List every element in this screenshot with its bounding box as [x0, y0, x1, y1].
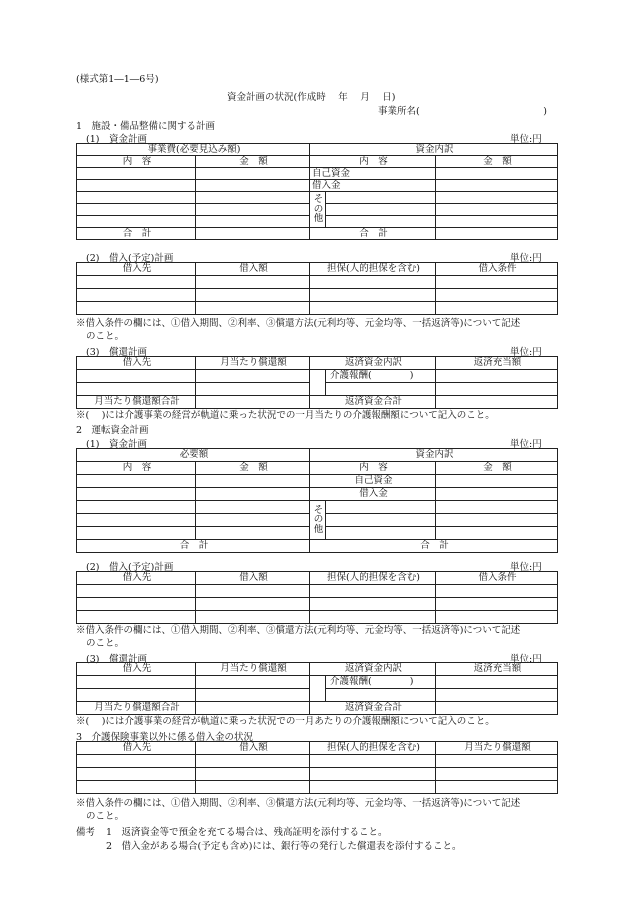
input-cell[interactable]: [436, 204, 558, 216]
input-cell[interactable]: [77, 192, 196, 204]
input-cell[interactable]: [436, 370, 558, 383]
col-allocation: 返済充当額: [436, 357, 558, 370]
s1-repay-table: [76, 356, 558, 409]
input-cell[interactable]: [196, 501, 310, 514]
s1-loan-terms-note: ※借入条件の欄には、①借入期間、②利率、③償還方法(元利均等、元金均等、一括返済等)について記述 のこと。: [76, 318, 521, 342]
office-name: 事業所名( ): [378, 106, 547, 117]
col-amount: 金 額: [196, 156, 310, 168]
s2-fund-left-header: 必要額: [77, 449, 310, 462]
s1-loan-heading: (2) 借入(予定)計画: [86, 253, 174, 264]
col-amount: 借入額: [196, 572, 310, 585]
input-cell[interactable]: [196, 755, 310, 768]
input-cell[interactable]: [436, 216, 558, 228]
col-collateral: 担保(人的担保を含む): [310, 742, 436, 755]
input-cell[interactable]: [326, 216, 436, 228]
col-monthly: 月当たり償還額: [196, 357, 310, 370]
input-cell[interactable]: [326, 689, 436, 702]
input-cell[interactable]: [196, 180, 310, 192]
col-lender: 借入先: [77, 742, 196, 755]
total-cell[interactable]: [436, 396, 558, 409]
input-cell[interactable]: [77, 755, 196, 768]
total-label: 合 計: [77, 540, 310, 553]
source-total-label: 返済資金合計: [310, 702, 436, 715]
page-title: 資金計画の状況(作成時 年 月 日): [227, 92, 396, 103]
col-source: 返済資金内訳: [310, 357, 436, 370]
input-cell[interactable]: [77, 370, 196, 383]
col-amount: 借入額: [196, 742, 310, 755]
input-cell[interactable]: [77, 216, 196, 228]
monthly-total-label: 月当たり償還額合計: [77, 702, 196, 715]
input-cell[interactable]: [77, 781, 196, 794]
s3-loan-terms-note: ※借入条件の欄には、①借入期間、②利率、③償還方法(元利均等、元金均等、一括返済等)について記述 のこと。: [76, 798, 521, 822]
input-cell[interactable]: [310, 302, 436, 315]
s2-fund-unit: 単位:円: [510, 439, 542, 450]
input-cell[interactable]: [310, 289, 436, 302]
col-terms: 借入条件: [436, 263, 558, 276]
input-cell[interactable]: [77, 514, 196, 527]
input-cell[interactable]: [326, 527, 436, 540]
input-cell[interactable]: [326, 204, 436, 216]
s1-repay-unit: 単位:円: [510, 347, 542, 358]
input-cell[interactable]: [196, 475, 310, 488]
col-monthly: 月当たり償還額: [436, 742, 558, 755]
spacer-cell: [310, 689, 326, 702]
input-cell[interactable]: [77, 475, 196, 488]
s2-loan-unit: 単位:円: [510, 562, 542, 573]
col-lender: 借入先: [77, 572, 196, 585]
input-cell[interactable]: [436, 302, 558, 315]
input-cell[interactable]: [77, 488, 196, 501]
input-cell[interactable]: [436, 689, 558, 702]
col-lender: 借入先: [77, 663, 196, 676]
input-cell[interactable]: [77, 768, 196, 781]
col-monthly: 月当たり償還額: [196, 663, 310, 676]
s1-repay-heading: (3) 償還計画: [86, 347, 147, 358]
s2-repay-heading: (3) 償還計画: [86, 654, 147, 665]
input-cell[interactable]: [436, 168, 558, 180]
input-cell[interactable]: [310, 585, 436, 598]
col-content: 内 容: [77, 462, 196, 475]
col-content: 内 容: [77, 156, 196, 168]
input-cell[interactable]: [77, 676, 196, 689]
input-cell[interactable]: [196, 514, 310, 527]
s1-loan-unit: 単位:円: [510, 253, 542, 264]
input-cell[interactable]: [310, 276, 436, 289]
form-number: (様式第1―1―6号): [76, 74, 159, 85]
own-funds-label: 自己資金: [310, 168, 436, 180]
monthly-total-label: 月当たり償還額合計: [77, 396, 196, 409]
input-cell[interactable]: [196, 289, 310, 302]
col-lender: 借入先: [77, 263, 196, 276]
total-cell[interactable]: [436, 702, 558, 715]
col-content: 内 容: [310, 156, 436, 168]
s3-table: [76, 741, 558, 794]
input-cell[interactable]: [436, 501, 558, 514]
own-funds-label: 自己資金: [310, 475, 436, 488]
s1-care-fee-note: ※( )には介護事業の経営が軌道に乗った状況での一月当たりの介護報酬額について記入のこと。: [76, 410, 495, 421]
input-cell[interactable]: [77, 180, 196, 192]
input-cell[interactable]: [77, 585, 196, 598]
input-cell[interactable]: [326, 501, 436, 514]
spacer-cell: [310, 676, 326, 689]
input-cell[interactable]: [77, 611, 196, 624]
input-cell[interactable]: [436, 768, 558, 781]
total-label: 合 計: [77, 228, 196, 240]
total-cell[interactable]: [196, 228, 310, 240]
input-cell[interactable]: [196, 204, 310, 216]
input-cell[interactable]: [436, 598, 558, 611]
input-cell[interactable]: [196, 302, 310, 315]
input-cell[interactable]: [436, 781, 558, 794]
col-collateral: 担保(人的担保を含む): [310, 263, 436, 276]
input-cell[interactable]: [436, 180, 558, 192]
input-cell[interactable]: [310, 598, 436, 611]
input-cell[interactable]: [77, 689, 196, 702]
remark-1: 1 返済資金等で預金を充てる場合は、残高証明を添付すること。: [106, 827, 388, 838]
input-cell[interactable]: [196, 192, 310, 204]
input-cell[interactable]: [77, 289, 196, 302]
input-cell[interactable]: [436, 475, 558, 488]
section-1-heading: 1 施設・備品整備に関する計画: [76, 121, 216, 132]
input-cell[interactable]: [196, 370, 310, 383]
s2-loan-heading: (2) 借入(予定)計画: [86, 562, 174, 573]
input-cell[interactable]: [436, 192, 558, 204]
input-cell[interactable]: [196, 689, 310, 702]
input-cell[interactable]: [196, 768, 310, 781]
input-cell[interactable]: [196, 488, 310, 501]
other-label: そ の 他: [310, 501, 326, 540]
input-cell[interactable]: [436, 383, 558, 396]
s2-loan-table: [76, 571, 558, 624]
other-label: そ の 他: [310, 192, 326, 228]
remark-2: 2 借入金がある場合(予定も含め)には、銀行等の発行した償還表を添付すること。: [106, 841, 462, 852]
input-cell[interactable]: [77, 204, 196, 216]
input-cell[interactable]: [77, 501, 196, 514]
s2-care-fee-note: ※( )には介護事業の経営が軌道に乗った状況での一月あたりの介護報酬額について記入のこと。: [76, 716, 495, 727]
input-cell[interactable]: [310, 611, 436, 624]
section-3-heading: 3 介護保険事業以外に係る借入金の状況: [76, 732, 254, 743]
input-cell[interactable]: [196, 676, 310, 689]
s1-fund-heading: (1) 資金計画: [86, 134, 147, 145]
section-2-heading: 2 運転資金計画: [76, 425, 149, 436]
input-cell[interactable]: [310, 781, 436, 794]
col-allocation: 返済充当額: [436, 663, 558, 676]
s2-fund-right-header: 資金内訳: [310, 449, 558, 462]
input-cell[interactable]: [436, 289, 558, 302]
total-cell[interactable]: [436, 228, 558, 240]
s1-loan-table: [76, 262, 558, 315]
col-content: 内 容: [310, 462, 436, 475]
care-fee-label: 介護報酬( ): [326, 370, 436, 383]
borrowing-label: 借入金: [310, 180, 436, 192]
input-cell[interactable]: [196, 585, 310, 598]
spacer-cell: [310, 383, 326, 396]
input-cell[interactable]: [196, 598, 310, 611]
col-amount: 金 額: [196, 462, 310, 475]
care-fee-label: 介護報酬( ): [326, 676, 436, 689]
input-cell[interactable]: [326, 383, 436, 396]
input-cell[interactable]: [196, 168, 310, 180]
col-amount: 金 額: [436, 462, 558, 475]
col-terms: 借入条件: [436, 572, 558, 585]
input-cell[interactable]: [436, 276, 558, 289]
total-label: 合 計: [310, 228, 436, 240]
s1-fund-table: [76, 143, 558, 240]
col-amount: 金 額: [436, 156, 558, 168]
s2-loan-terms-note: ※借入条件の欄には、①借入期間、②利率、③償還方法(元利均等、元金均等、一括返済等)について記述 のこと。: [76, 625, 521, 649]
input-cell[interactable]: [196, 383, 310, 396]
source-total-label: 返済資金合計: [310, 396, 436, 409]
input-cell[interactable]: [77, 598, 196, 611]
input-cell[interactable]: [436, 514, 558, 527]
input-cell[interactable]: [77, 168, 196, 180]
input-cell[interactable]: [436, 676, 558, 689]
input-cell[interactable]: [196, 781, 310, 794]
input-cell[interactable]: [77, 383, 196, 396]
s2-repay-table: [76, 662, 558, 715]
input-cell[interactable]: [436, 488, 558, 501]
col-lender: 借入先: [77, 357, 196, 370]
input-cell[interactable]: [196, 216, 310, 228]
input-cell[interactable]: [77, 527, 196, 540]
input-cell[interactable]: [436, 527, 558, 540]
total-cell[interactable]: [196, 396, 310, 409]
total-cell[interactable]: [196, 702, 310, 715]
input-cell[interactable]: [326, 192, 436, 204]
s2-fund-heading: (1) 資金計画: [86, 439, 147, 450]
col-collateral: 担保(人的担保を含む): [310, 572, 436, 585]
col-source: 返済資金内訳: [310, 663, 436, 676]
input-cell[interactable]: [436, 611, 558, 624]
remarks-label: 備考: [76, 827, 96, 838]
input-cell[interactable]: [196, 276, 310, 289]
total-label: 合 計: [310, 540, 558, 553]
input-cell[interactable]: [196, 611, 310, 624]
s2-fund-table: [76, 448, 558, 553]
input-cell[interactable]: [77, 302, 196, 315]
s1-fund-unit: 単位:円: [510, 134, 542, 145]
input-cell[interactable]: [310, 755, 436, 768]
borrowing-label: 借入金: [310, 488, 436, 501]
input-cell[interactable]: [196, 527, 310, 540]
col-amount: 借入額: [196, 263, 310, 276]
input-cell[interactable]: [436, 585, 558, 598]
input-cell[interactable]: [436, 755, 558, 768]
s2-repay-unit: 単位:円: [510, 654, 542, 665]
spacer-cell: [310, 370, 326, 383]
s1-fund-right-header: 資金内訳: [310, 144, 558, 156]
s1-fund-left-header: 事業費(必要見込み額): [77, 144, 310, 156]
input-cell[interactable]: [310, 768, 436, 781]
input-cell[interactable]: [326, 514, 436, 527]
input-cell[interactable]: [77, 276, 196, 289]
